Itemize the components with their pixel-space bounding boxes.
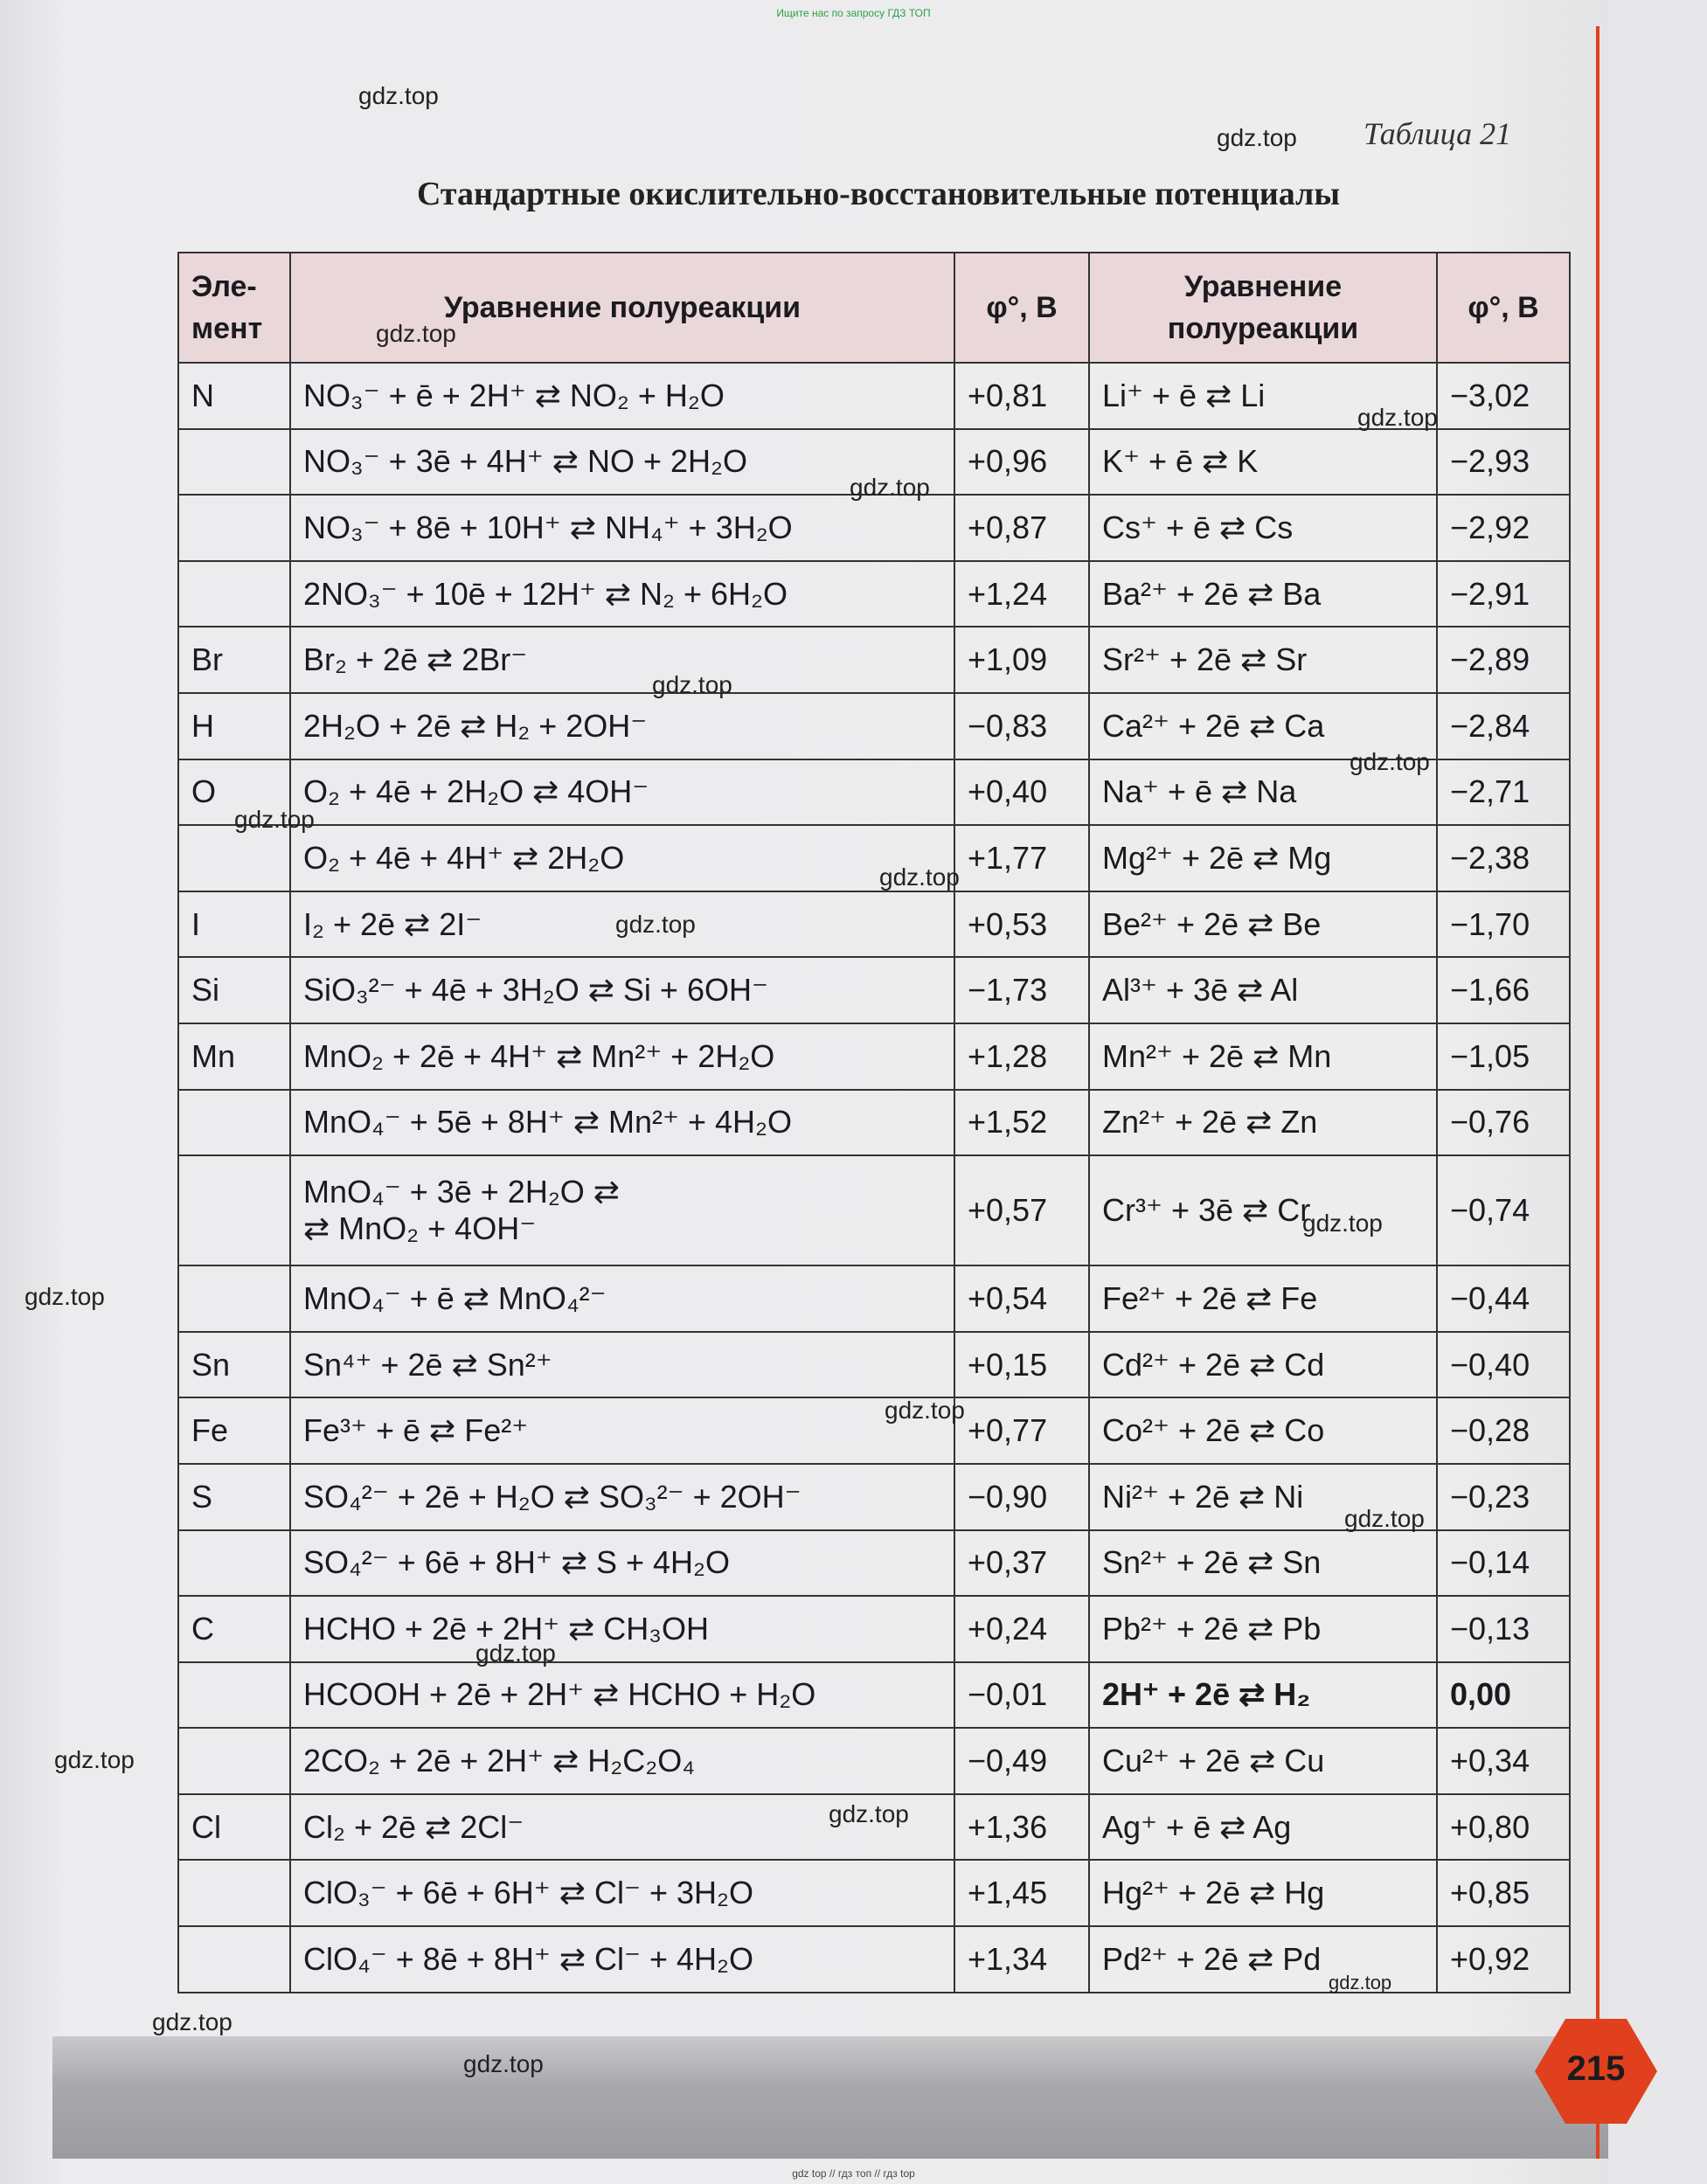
equation-cell-2: Sn²⁺ + 2ē ⇄ Sn <box>1089 1530 1437 1597</box>
potential-cell-2: −1,05 <box>1437 1023 1570 1090</box>
element-cell <box>178 1155 290 1265</box>
potential-cell-2: +0,85 <box>1437 1860 1570 1926</box>
watermark: gdz.top <box>24 1283 105 1310</box>
table-row <box>178 1332 1570 1398</box>
potential-cell: −0,01 <box>954 1662 1089 1729</box>
equation-cell-2: K⁺ + ē ⇄ K <box>1089 429 1437 496</box>
header-potential-2: φ°, В <box>1437 253 1570 363</box>
table-number: Таблица 21 <box>1364 116 1512 151</box>
potential-cell: +0,40 <box>954 759 1089 826</box>
watermark: gdz.top <box>1344 1505 1425 1532</box>
equation-cell: HCOOH + 2ē + 2H⁺ ⇄ HCHO + H₂O <box>290 1662 954 1729</box>
equation-cell: SiO₃²⁻ + 4ē + 3H₂O ⇄ Si + 6OH⁻ <box>290 957 954 1023</box>
equation-cell: MnO₂ + 2ē + 4H⁺ ⇄ Mn²⁺ + 2H₂O <box>290 1023 954 1090</box>
potential-cell: +0,81 <box>954 363 1089 429</box>
equation-cell-2: Al³⁺ + 3ē ⇄ Al <box>1089 957 1437 1023</box>
table-row <box>178 1860 1570 1926</box>
potential-cell-2: −2,93 <box>1437 429 1570 496</box>
potential-cell: +1,34 <box>954 1926 1089 1993</box>
potential-cell-2: −2,92 <box>1437 495 1570 561</box>
equation-cell: NO₃⁻ + 3ē + 4H⁺ ⇄ NO + 2H₂O <box>290 429 954 496</box>
watermark: gdz.top <box>652 671 732 698</box>
equation-cell: Fe³⁺ + ē ⇄ Fe²⁺ <box>290 1397 954 1464</box>
watermark: gdz.top <box>850 474 930 501</box>
element-cell: I <box>178 891 290 958</box>
equation-cell: MnO₄⁻ + ē ⇄ MnO₄²⁻ <box>290 1265 954 1332</box>
potential-cell: +0,53 <box>954 891 1089 958</box>
potential-cell: +0,24 <box>954 1596 1089 1662</box>
element-cell <box>178 1090 290 1156</box>
potential-cell-2: −1,70 <box>1437 891 1570 958</box>
watermark: gdz.top <box>1329 1972 1392 1993</box>
watermark: gdz.top <box>463 2050 544 2077</box>
potential-cell-2: 0,00 <box>1437 1662 1570 1729</box>
element-cell: C <box>178 1596 290 1662</box>
potential-cell-2: −0,28 <box>1437 1397 1570 1464</box>
equation-cell-2: Hg²⁺ + 2ē ⇄ Hg <box>1089 1860 1437 1926</box>
watermark: gdz.top <box>234 806 315 833</box>
equation-cell-2: Li⁺ + ē ⇄ Li <box>1089 363 1437 429</box>
potential-cell: +0,37 <box>954 1530 1089 1597</box>
watermark: gdz.top <box>1357 404 1438 431</box>
watermark: gdz.top <box>1217 124 1297 151</box>
table-body <box>178 363 1570 1993</box>
watermark: gdz.top <box>376 320 456 347</box>
table-row <box>178 1090 1570 1156</box>
table-row <box>178 1397 1570 1464</box>
equation-cell: O₂ + 4ē + 2H₂O ⇄ 4OH⁻ <box>290 759 954 826</box>
potential-cell-2: −3,02 <box>1437 363 1570 429</box>
equation-cell-2: Pb²⁺ + 2ē ⇄ Pb <box>1089 1596 1437 1662</box>
potential-cell: +0,15 <box>954 1332 1089 1398</box>
element-cell: N <box>178 363 290 429</box>
margin-line <box>1596 26 1599 2159</box>
potential-cell-2: −0,13 <box>1437 1596 1570 1662</box>
potential-cell: +0,57 <box>954 1155 1089 1265</box>
watermark: gdz.top <box>358 82 439 109</box>
potential-cell: +1,28 <box>954 1023 1089 1090</box>
element-cell <box>178 1926 290 1993</box>
potential-cell: +0,77 <box>954 1397 1089 1464</box>
table-row <box>178 891 1570 958</box>
equation-cell: SO₄²⁻ + 2ē + H₂O ⇄ SO₃²⁻ + 2OH⁻ <box>290 1464 954 1530</box>
equation-cell: I₂ + 2ē ⇄ 2I⁻ <box>290 891 954 958</box>
watermark: gdz.top <box>475 1640 556 1667</box>
element-cell: S <box>178 1464 290 1530</box>
element-cell: Cl <box>178 1794 290 1861</box>
equation-cell: HCHO + 2ē + 2H⁺ ⇄ CH₃OH <box>290 1596 954 1662</box>
table-row <box>178 1023 1570 1090</box>
potentials-table <box>177 252 1571 1993</box>
equation-cell-2: Pd²⁺ + 2ē ⇄ Pd <box>1089 1926 1437 1993</box>
equation-cell-2: Fe²⁺ + 2ē ⇄ Fe <box>1089 1265 1437 1332</box>
equation-cell: Sn⁴⁺ + 2ē ⇄ Sn²⁺ <box>290 1332 954 1398</box>
potential-cell-2: +0,34 <box>1437 1728 1570 1794</box>
table-row <box>178 1728 1570 1794</box>
watermark: gdz.top <box>54 1746 135 1773</box>
equation-cell: ClO₄⁻ + 8ē + 8H⁺ ⇄ Cl⁻ + 4H₂O <box>290 1926 954 1993</box>
watermark: gdz.top <box>885 1397 965 1424</box>
equation-cell-2: Cu²⁺ + 2ē ⇄ Cu <box>1089 1728 1437 1794</box>
bottom-note: gdz top // гдз топ // гдз top <box>792 2167 915 2180</box>
equation-cell: SO₄²⁻ + 6ē + 8H⁺ ⇄ S + 4H₂O <box>290 1530 954 1597</box>
equation-cell: NO₃⁻ + ē + 2H⁺ ⇄ NO₂ + H₂O <box>290 363 954 429</box>
potential-cell-2: +0,80 <box>1437 1794 1570 1861</box>
element-cell <box>178 1860 290 1926</box>
element-cell <box>178 1662 290 1729</box>
page-title: Стандартные окислительно-восстановительные потенциалы <box>416 176 1341 212</box>
header-equation: Уравнение полуреакции <box>290 253 954 363</box>
element-cell: Mn <box>178 1023 290 1090</box>
potential-cell-2: −0,23 <box>1437 1464 1570 1530</box>
equation-cell-2: Cs⁺ + ē ⇄ Cs <box>1089 495 1437 561</box>
potential-cell-2: −2,89 <box>1437 627 1570 693</box>
watermark: gdz.top <box>1350 748 1430 775</box>
potential-cell-2: −0,14 <box>1437 1530 1570 1597</box>
potential-cell: +0,87 <box>954 495 1089 561</box>
potential-cell: −0,83 <box>954 693 1089 759</box>
equation-cell: ClO₃⁻ + 6ē + 6H⁺ ⇄ Cl⁻ + 3H₂O <box>290 1860 954 1926</box>
potential-cell: +1,52 <box>954 1090 1089 1156</box>
equation-cell: 2H₂O + 2ē ⇄ H₂ + 2OH⁻ <box>290 693 954 759</box>
potential-cell: +0,54 <box>954 1265 1089 1332</box>
equation-cell-2: Mg²⁺ + 2ē ⇄ Mg <box>1089 825 1437 891</box>
element-cell: Sn <box>178 1332 290 1398</box>
equation-cell: Cl₂ + 2ē ⇄ 2Cl⁻ <box>290 1794 954 1861</box>
element-cell: H <box>178 693 290 759</box>
equation-line: MnO₄⁻ + 3ē + 2H₂O ⇄ <box>303 1174 620 1210</box>
potential-cell-2: −2,84 <box>1437 693 1570 759</box>
equation-cell-2: Be²⁺ + 2ē ⇄ Be <box>1089 891 1437 958</box>
top-note: Ищите нас по запросу ГДЗ ТОП <box>776 7 931 19</box>
header-element <box>178 253 290 363</box>
element-cell <box>178 429 290 496</box>
potential-cell: +1,36 <box>954 1794 1089 1861</box>
element-cell: Br <box>178 627 290 693</box>
watermark: gdz.top <box>1302 1210 1383 1237</box>
equation-cell-2: Ba²⁺ + 2ē ⇄ Ba <box>1089 561 1437 627</box>
table-row <box>178 495 1570 561</box>
table-row <box>178 1596 1570 1662</box>
table-row <box>178 1265 1570 1332</box>
element-cell <box>178 495 290 561</box>
potential-cell-2: −0,74 <box>1437 1155 1570 1265</box>
table-row <box>178 825 1570 891</box>
equation-cell-2: Sr²⁺ + 2ē ⇄ Sr <box>1089 627 1437 693</box>
table-row <box>178 561 1570 627</box>
potential-cell: +0,96 <box>954 429 1089 496</box>
equation-cell-2: Co²⁺ + 2ē ⇄ Co <box>1089 1397 1437 1464</box>
element-cell <box>178 1265 290 1332</box>
element-cell: Si <box>178 957 290 1023</box>
watermark: gdz.top <box>879 863 960 891</box>
equation-cell: Br₂ + 2ē ⇄ 2Br⁻ <box>290 627 954 693</box>
equation-cell-2: Ni²⁺ + 2ē ⇄ Ni <box>1089 1464 1437 1530</box>
element-cell <box>178 825 290 891</box>
potential-cell: −0,90 <box>954 1464 1089 1530</box>
equation-cell <box>290 1155 954 1265</box>
watermark: gdz.top <box>152 2008 232 2035</box>
equation-cell: 2NO₃⁻ + 10ē + 12H⁺ ⇄ N₂ + 6H₂O <box>290 561 954 627</box>
header-element-label: Эле-мент <box>191 270 263 345</box>
table-row <box>178 1530 1570 1597</box>
equation-cell: O₂ + 4ē + 4H⁺ ⇄ 2H₂O <box>290 825 954 891</box>
equation-cell: NO₃⁻ + 8ē + 10H⁺ ⇄ NH₄⁺ + 3H₂O <box>290 495 954 561</box>
element-cell <box>178 1530 290 1597</box>
potential-cell-2: −0,44 <box>1437 1265 1570 1332</box>
potential-cell-2: −2,38 <box>1437 825 1570 891</box>
equation-cell-2: Ag⁺ + ē ⇄ Ag <box>1089 1794 1437 1861</box>
table-row <box>178 1662 1570 1729</box>
equation-line: ⇄ MnO₂ + 4OH⁻ <box>303 1210 537 1247</box>
header-equation-2: Уравнение полуреакции <box>1089 253 1437 363</box>
potential-cell-2: −2,91 <box>1437 561 1570 627</box>
equation-cell: 2CO₂ + 2ē + 2H⁺ ⇄ H₂C₂O₄ <box>290 1728 954 1794</box>
equation-cell-2: Cd²⁺ + 2ē ⇄ Cd <box>1089 1332 1437 1398</box>
potential-cell: +1,45 <box>954 1860 1089 1926</box>
page-number: 215 <box>1566 2049 1626 2088</box>
potential-cell: −0,49 <box>954 1728 1089 1794</box>
bottom-band <box>52 2036 1608 2159</box>
potential-cell-2: −0,40 <box>1437 1332 1570 1398</box>
table-row <box>178 957 1570 1023</box>
equation-cell-2: Ca²⁺ + 2ē ⇄ Ca <box>1089 693 1437 759</box>
potential-cell-2: +0,92 <box>1437 1926 1570 1993</box>
equation-cell-2: Cr³⁺ + 3ē ⇄ Cr <box>1089 1155 1437 1265</box>
watermark: gdz.top <box>615 911 696 938</box>
potential-cell: +1,24 <box>954 561 1089 627</box>
equation-cell-2: 2H⁺ + 2ē ⇄ H₂ <box>1089 1662 1437 1729</box>
equation-cell-2: Mn²⁺ + 2ē ⇄ Mn <box>1089 1023 1437 1090</box>
equation-cell-2: Na⁺ + ē ⇄ Na <box>1089 759 1437 826</box>
watermark: gdz.top <box>829 1800 909 1827</box>
equation-cell-2: Zn²⁺ + 2ē ⇄ Zn <box>1089 1090 1437 1156</box>
potential-cell-2: −2,71 <box>1437 759 1570 826</box>
potential-cell: +1,77 <box>954 825 1089 891</box>
equation-cell: MnO₄⁻ + 5ē + 8H⁺ ⇄ Mn²⁺ + 4H₂O <box>290 1090 954 1156</box>
element-cell: Fe <box>178 1397 290 1464</box>
potential-cell-2: −0,76 <box>1437 1090 1570 1156</box>
potential-cell: +1,09 <box>954 627 1089 693</box>
potential-cell: −1,73 <box>954 957 1089 1023</box>
header-potential: φ°, В <box>954 253 1089 363</box>
element-cell: O <box>178 759 290 826</box>
element-cell <box>178 1728 290 1794</box>
table-row <box>178 627 1570 693</box>
potential-cell-2: −1,66 <box>1437 957 1570 1023</box>
element-cell <box>178 561 290 627</box>
